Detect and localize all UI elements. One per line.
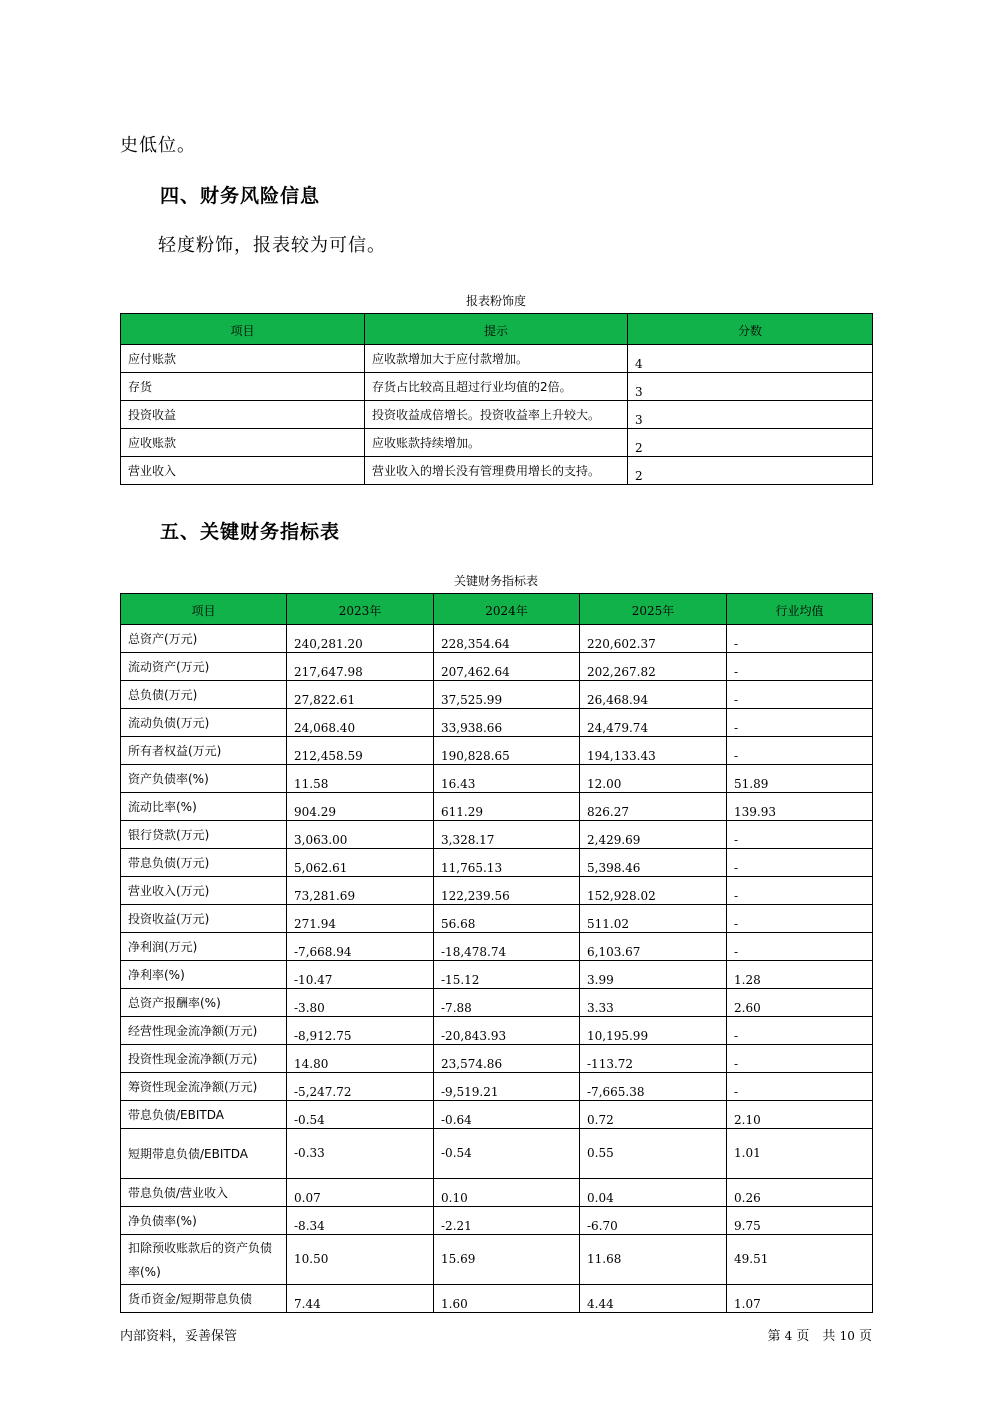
kpi-cell-item: 经营性现金流净额(万元) <box>121 1017 287 1045</box>
kpi-cell-industry: 2.10 <box>727 1101 873 1129</box>
kpi-cell-industry: - <box>727 1017 873 1045</box>
section4-summary: 轻度粉饰，报表较为可信。 <box>158 235 386 256</box>
kpi-cell-2024: 228,354.64 <box>434 625 580 653</box>
intro-text: 史低位。 <box>120 135 196 156</box>
kpi-cell-industry: 49.51 <box>727 1235 873 1285</box>
kpi-cell-2024: 207,462.64 <box>434 653 580 681</box>
risk-cell-hint: 投资收益成倍增长。投资收益率上升较大。 <box>365 401 628 429</box>
kpi-cell-item: 流动比率(%) <box>121 793 287 821</box>
kpi-table-row <box>121 1235 873 1285</box>
kpi-cell-2023: 904.29 <box>287 793 434 821</box>
kpi-cell-2025: 0.04 <box>580 1179 727 1207</box>
risk-cell-item: 投资收益 <box>121 401 365 429</box>
kpi-table-header <box>121 594 873 625</box>
risk-cell-hint: 应收款增加大于应付款增加。 <box>365 345 628 373</box>
kpi-cell-2024: -18,478.74 <box>434 933 580 961</box>
page-suffix: 页 <box>858 1329 872 1344</box>
kpi-table-row <box>121 1045 873 1073</box>
kpi-cell-2024: 16.43 <box>434 765 580 793</box>
kpi-header-item: 项目 <box>121 594 287 625</box>
risk-header-item: 项目 <box>121 314 365 345</box>
kpi-table-row <box>121 821 873 849</box>
risk-cell-score: 3 <box>628 401 873 429</box>
risk-cell-score: 2 <box>628 457 873 485</box>
kpi-cell-2023: 240,281.20 <box>287 625 434 653</box>
kpi-table-row <box>121 1207 873 1235</box>
kpi-cell-2023: 5,062.61 <box>287 849 434 877</box>
kpi-cell-industry: - <box>727 1073 873 1101</box>
kpi-table <box>120 593 873 1313</box>
kpi-cell-2025: 194,133.43 <box>580 737 727 765</box>
kpi-cell-industry: - <box>727 681 873 709</box>
risk-table <box>120 313 873 485</box>
risk-table-row <box>121 457 873 485</box>
kpi-table-row <box>121 1073 873 1101</box>
kpi-cell-item: 货币资金/短期带息负债 <box>121 1285 287 1313</box>
kpi-table-row <box>121 681 873 709</box>
kpi-cell-2023: -8.34 <box>287 1207 434 1235</box>
kpi-table-row <box>121 709 873 737</box>
risk-cell-item: 应收账款 <box>121 429 365 457</box>
kpi-cell-2024: 122,239.56 <box>434 877 580 905</box>
kpi-cell-2025: 11.68 <box>580 1235 727 1285</box>
kpi-cell-industry: - <box>727 1045 873 1073</box>
kpi-cell-2023: -8,912.75 <box>287 1017 434 1045</box>
kpi-cell-2025: 12.00 <box>580 765 727 793</box>
kpi-cell-2025: -113.72 <box>580 1045 727 1073</box>
kpi-cell-2023: 271.94 <box>287 905 434 933</box>
kpi-cell-industry: 9.75 <box>727 1207 873 1235</box>
kpi-cell-item: 带息负债/EBITDA <box>121 1101 287 1129</box>
kpi-header-2024: 2024年 <box>434 594 580 625</box>
kpi-cell-item: 流动资产(万元) <box>121 653 287 681</box>
risk-cell-item: 存货 <box>121 373 365 401</box>
kpi-cell-item: 总资产(万元) <box>121 625 287 653</box>
kpi-cell-2024: 1.60 <box>434 1285 580 1313</box>
kpi-header-2025: 2025年 <box>580 594 727 625</box>
kpi-table-row <box>121 933 873 961</box>
kpi-cell-2023: 217,647.98 <box>287 653 434 681</box>
kpi-table-row <box>121 989 873 1017</box>
kpi-cell-industry: - <box>727 933 873 961</box>
kpi-cell-item: 资产负债率(%) <box>121 765 287 793</box>
risk-table-row <box>121 429 873 457</box>
risk-cell-score: 4 <box>628 345 873 373</box>
kpi-table-row <box>121 849 873 877</box>
kpi-cell-2024: -0.54 <box>434 1129 580 1179</box>
kpi-cell-2024: -0.64 <box>434 1101 580 1129</box>
kpi-cell-2024: -2.21 <box>434 1207 580 1235</box>
risk-table-header <box>121 314 873 345</box>
page-mid: 页 共 <box>796 1329 836 1344</box>
kpi-cell-2025: 220,602.37 <box>580 625 727 653</box>
kpi-table-row <box>121 905 873 933</box>
kpi-cell-2025: 5,398.46 <box>580 849 727 877</box>
kpi-cell-2025: 3.99 <box>580 961 727 989</box>
kpi-cell-item: 筹资性现金流净额(万元) <box>121 1073 287 1101</box>
kpi-table-row <box>121 1129 873 1179</box>
kpi-cell-2024: 611.29 <box>434 793 580 821</box>
kpi-cell-industry: 0.26 <box>727 1179 873 1207</box>
kpi-cell-2023: -7,668.94 <box>287 933 434 961</box>
kpi-cell-item: 营业收入(万元) <box>121 877 287 905</box>
kpi-cell-industry: 1.28 <box>727 961 873 989</box>
kpi-cell-2025: 0.72 <box>580 1101 727 1129</box>
kpi-cell-industry: - <box>727 709 873 737</box>
kpi-cell-industry: 51.89 <box>727 765 873 793</box>
kpi-cell-2023: -5,247.72 <box>287 1073 434 1101</box>
kpi-table-row <box>121 1017 873 1045</box>
kpi-cell-2025: 10,195.99 <box>580 1017 727 1045</box>
kpi-cell-industry: - <box>727 653 873 681</box>
risk-cell-item: 应付账款 <box>121 345 365 373</box>
kpi-table-row <box>121 961 873 989</box>
kpi-cell-item: 投资性现金流净额(万元) <box>121 1045 287 1073</box>
kpi-cell-2023: -3.80 <box>287 989 434 1017</box>
kpi-header-2023: 2023年 <box>287 594 434 625</box>
kpi-cell-industry: - <box>727 821 873 849</box>
kpi-cell-2024: 15.69 <box>434 1235 580 1285</box>
kpi-cell-industry: - <box>727 905 873 933</box>
kpi-cell-2023: 7.44 <box>287 1285 434 1313</box>
kpi-cell-2024: 190,828.65 <box>434 737 580 765</box>
risk-cell-item: 营业收入 <box>121 457 365 485</box>
kpi-cell-item: 带息负债(万元) <box>121 849 287 877</box>
kpi-table-row <box>121 1179 873 1207</box>
kpi-cell-2024: 33,938.66 <box>434 709 580 737</box>
kpi-cell-industry: - <box>727 849 873 877</box>
risk-cell-hint: 应收账款持续增加。 <box>365 429 628 457</box>
kpi-cell-industry: 1.07 <box>727 1285 873 1313</box>
kpi-table-row <box>121 765 873 793</box>
kpi-cell-item: 流动负债(万元) <box>121 709 287 737</box>
kpi-cell-industry: - <box>727 877 873 905</box>
kpi-cell-2025: 6,103.67 <box>580 933 727 961</box>
kpi-cell-2023: 24,068.40 <box>287 709 434 737</box>
risk-cell-hint: 营业收入的增长没有管理费用增长的支持。 <box>365 457 628 485</box>
page-total: 10 <box>839 1329 855 1343</box>
section5-title: 五、关键财务指标表 <box>160 521 341 543</box>
kpi-cell-2023: 27,822.61 <box>287 681 434 709</box>
kpi-cell-industry: - <box>727 625 873 653</box>
kpi-cell-2025: -6.70 <box>580 1207 727 1235</box>
kpi-cell-2024: 56.68 <box>434 905 580 933</box>
kpi-table-row <box>121 1285 873 1313</box>
kpi-cell-item: 银行贷款(万元) <box>121 821 287 849</box>
kpi-cell-2025: 202,267.82 <box>580 653 727 681</box>
kpi-cell-item: 净负债率(%) <box>121 1207 287 1235</box>
kpi-cell-item: 净利率(%) <box>121 961 287 989</box>
section4-title: 四、财务风险信息 <box>160 185 321 207</box>
risk-table-row <box>121 345 873 373</box>
kpi-cell-2025: -7,665.38 <box>580 1073 727 1101</box>
kpi-cell-2023: 14.80 <box>287 1045 434 1073</box>
kpi-cell-item: 所有者权益(万元) <box>121 737 287 765</box>
footer-note: 内部资料，妥善保管 <box>120 1329 238 1344</box>
kpi-cell-2024: 11,765.13 <box>434 849 580 877</box>
kpi-table-row <box>121 1101 873 1129</box>
risk-cell-score: 3 <box>628 373 873 401</box>
kpi-cell-2025: 511.02 <box>580 905 727 933</box>
page-number <box>767 1325 872 1344</box>
kpi-cell-2023: 73,281.69 <box>287 877 434 905</box>
page-current: 4 <box>784 1329 793 1343</box>
kpi-cell-item: 带息负债/营业收入 <box>121 1179 287 1207</box>
kpi-cell-item: 短期带息负债/EBITDA <box>121 1129 287 1179</box>
kpi-header-industry: 行业均值 <box>727 594 873 625</box>
kpi-cell-2025: 826.27 <box>580 793 727 821</box>
kpi-cell-2024: -9,519.21 <box>434 1073 580 1101</box>
kpi-table-row <box>121 737 873 765</box>
risk-table-row <box>121 373 873 401</box>
kpi-cell-2023: -0.33 <box>287 1129 434 1179</box>
kpi-cell-2025: 4.44 <box>580 1285 727 1313</box>
kpi-cell-2024: 37,525.99 <box>434 681 580 709</box>
risk-table-row <box>121 401 873 429</box>
kpi-table-caption: 关键财务指标表 <box>453 574 538 588</box>
kpi-cell-2023: 10.50 <box>287 1235 434 1285</box>
kpi-cell-2023: 0.07 <box>287 1179 434 1207</box>
kpi-cell-2025: 26,468.94 <box>580 681 727 709</box>
kpi-cell-item: 净利润(万元) <box>121 933 287 961</box>
kpi-cell-2023: 212,458.59 <box>287 737 434 765</box>
kpi-cell-2024: -20,843.93 <box>434 1017 580 1045</box>
kpi-cell-item: 总资产报酬率(%) <box>121 989 287 1017</box>
kpi-cell-2025: 2,429.69 <box>580 821 727 849</box>
kpi-cell-industry: 139.93 <box>727 793 873 821</box>
kpi-cell-2023: -10.47 <box>287 961 434 989</box>
kpi-cell-2025: 24,479.74 <box>580 709 727 737</box>
kpi-table-row <box>121 793 873 821</box>
kpi-cell-2023: 3,063.00 <box>287 821 434 849</box>
kpi-cell-2025: 0.55 <box>580 1129 727 1179</box>
kpi-cell-2024: 3,328.17 <box>434 821 580 849</box>
risk-cell-hint: 存货占比较高且超过行业均值的2倍。 <box>365 373 628 401</box>
risk-header-hint: 提示 <box>365 314 628 345</box>
kpi-cell-2024: 23,574.86 <box>434 1045 580 1073</box>
kpi-cell-2023: 11.58 <box>287 765 434 793</box>
kpi-cell-industry: - <box>727 737 873 765</box>
kpi-cell-2025: 152,928.02 <box>580 877 727 905</box>
risk-header-score: 分数 <box>628 314 873 345</box>
page-prefix: 第 <box>767 1329 781 1344</box>
kpi-table-row <box>121 625 873 653</box>
kpi-table-row <box>121 877 873 905</box>
kpi-cell-industry: 2.60 <box>727 989 873 1017</box>
kpi-cell-2024: 0.10 <box>434 1179 580 1207</box>
kpi-cell-item: 投资收益(万元) <box>121 905 287 933</box>
kpi-cell-2024: -15.12 <box>434 961 580 989</box>
kpi-cell-2025: 3.33 <box>580 989 727 1017</box>
kpi-cell-industry: 1.01 <box>727 1129 873 1179</box>
kpi-table-row <box>121 653 873 681</box>
kpi-cell-item: 总负债(万元) <box>121 681 287 709</box>
kpi-cell-item: 扣除预收账款后的资产负债率(%) <box>121 1235 287 1285</box>
kpi-cell-2024: -7.88 <box>434 989 580 1017</box>
risk-table-caption: 报表粉饰度 <box>465 294 526 308</box>
risk-cell-score: 2 <box>628 429 873 457</box>
kpi-cell-2023: -0.54 <box>287 1101 434 1129</box>
